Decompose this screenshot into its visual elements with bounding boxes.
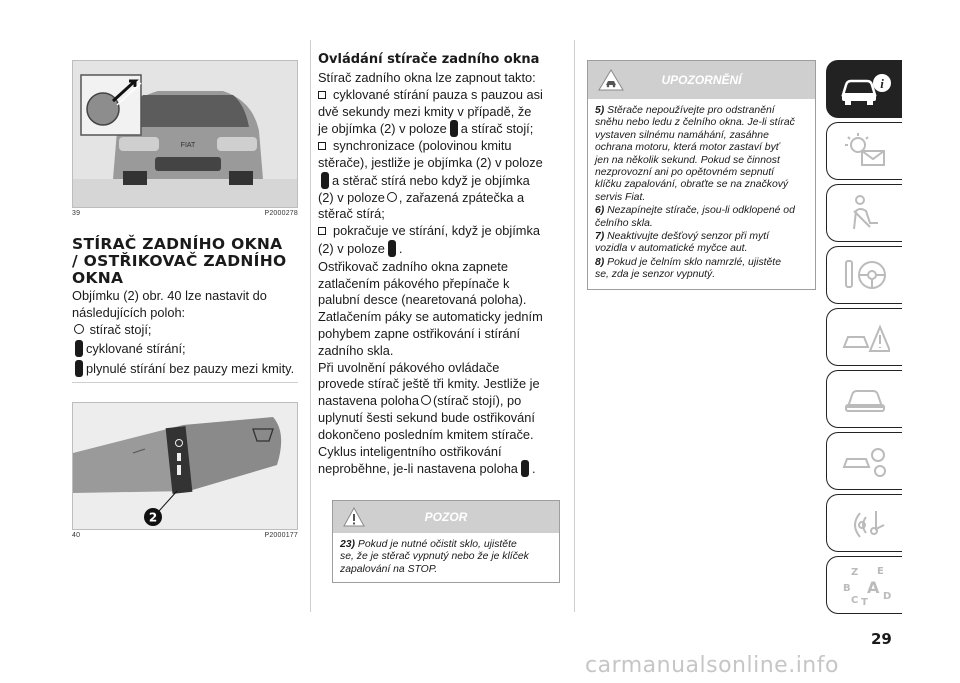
chapter-sidebar: [826, 60, 902, 618]
bullet-square: [318, 91, 326, 99]
starting-driving-icon: [840, 255, 890, 295]
text-line: stěrač stírá;: [318, 206, 385, 222]
notice-box: [587, 60, 816, 290]
car-info-icon: [837, 69, 893, 109]
tab-emergency[interactable]: [826, 308, 902, 366]
caution-line: se, že je stěrač vypnutý nebo že je klíček: [340, 551, 529, 563]
paragraph: [318, 259, 568, 478]
text-line: (2) v poloze .: [318, 240, 403, 256]
text-line: Cyklus inteligentního ostřikování: [318, 443, 502, 459]
subsection-body: [318, 70, 568, 478]
car-front-photo: [72, 60, 298, 208]
bullet-item: pokračuje ve stírání, když je objímka: [318, 223, 568, 240]
column-divider: [574, 40, 575, 612]
tab-starting-driving[interactable]: [826, 246, 902, 304]
wiper-stalk-photo: [72, 402, 298, 530]
text-line: neproběhne, je-li nastavena poloha .: [318, 461, 536, 477]
wiper-off-icon: [74, 324, 84, 334]
index-letter: C: [850, 595, 858, 606]
text-line: následujících poloh:: [72, 304, 186, 320]
tab-maintenance[interactable]: [826, 370, 902, 428]
wiper-continuous-icon: [75, 360, 83, 377]
watermark-text: carmanualsonline.info: [585, 653, 839, 678]
figure-39: [72, 60, 298, 217]
caution-body: [333, 533, 559, 582]
text-line: Ostřikovač zadního okna zapnete: [318, 258, 508, 274]
figure-code: P2000278: [264, 210, 298, 217]
caution-line: zapalování na STOP.: [340, 563, 438, 575]
wiper-off-icon: [387, 192, 397, 202]
wiper-intermittent-icon: [75, 340, 83, 357]
seat-safety-icon: [840, 193, 890, 233]
text-line: uplynutí šesti sekund bude ostřikování: [318, 409, 535, 425]
wiper-continuous-icon: [388, 240, 396, 257]
text-line: nastavena poloha (stírač stojí), po: [318, 393, 522, 409]
notice-item: 6) Nezapínejte stírače, jsou-li odklopené od čelního skla.: [595, 205, 795, 229]
wiper-stalk-illustration: [73, 403, 298, 530]
separator: [72, 382, 298, 383]
figure-caption: [72, 532, 298, 539]
notice-item: 8) Pokud je čelním sklo namrzlé, ujistěte se, zda je senzor vypnutý.: [595, 256, 781, 281]
text-line: Zatlačením páky se automaticky jedním: [318, 309, 543, 325]
index-letter: E: [876, 566, 884, 577]
text-line: (2) v poloze , zařazená zpátečka a: [318, 189, 525, 205]
bullet-square: [318, 142, 326, 150]
section-title-line: OKNA: [72, 269, 124, 287]
notice-item: 5) Stěrače nepoužívejte pro odstranění sněhu nebo ledu z čelního okna. Je-li stírač vystaven silnému namáhání, zasáhne ochrana motoru, která motor zastaví byť jen na několik sekund. Pokud se činnost nezprovozní ani po opětovném sepnutí klíčku zapalování, obraťte se na značkový servis Fiat.: [595, 105, 795, 203]
notice-item: 7) Neaktivujte dešťový senzor při mytí vozidla v automatické myčce aut.: [595, 231, 770, 255]
warning-lights-icon: [840, 131, 890, 171]
page-number: 29: [871, 630, 892, 648]
index-letter: A: [866, 578, 879, 597]
bullet-square: [318, 227, 326, 235]
emergency-icon: [840, 317, 890, 357]
notice-header: [588, 61, 815, 99]
section-title-line: STÍRAČ ZADNÍHO OKNA: [72, 235, 283, 253]
position-item: cyklované stírání;: [72, 340, 312, 358]
caution-line: 23) Pokud je nutné očistit sklo, ujistěte: [340, 539, 517, 550]
svg-text:FIAT: FIAT: [180, 142, 196, 149]
text-line: palubní desce (nearetovaná poloha).: [318, 292, 527, 308]
wiper-intermittent-icon: [321, 172, 329, 189]
bullet-item: cyklované stírání pauza s pauzou asi: [318, 87, 568, 104]
index-letter: T: [860, 597, 868, 607]
caution-header: [333, 501, 559, 533]
index-letter: D: [882, 591, 891, 602]
position-item: plynulé stírání bez pauzy mezi kmity.: [72, 360, 312, 378]
section-intro: [72, 288, 312, 378]
figure-40: [72, 402, 298, 539]
index-icon: [837, 563, 893, 607]
text-line: Stírač zadního okna lze zapnout takto:: [318, 70, 536, 85]
position-item: stírač stojí;: [72, 322, 312, 339]
maintenance-icon: [840, 379, 890, 419]
wiper-continuous-icon: [521, 460, 529, 477]
callout-number: 2: [148, 510, 158, 525]
text-line: zatlačením pákového přepínače k: [318, 275, 510, 291]
section-title: [72, 236, 298, 287]
text-line: zadního skla.: [318, 342, 394, 358]
text-line: provede stírač ještě tři kmity. Jestliže je: [318, 376, 540, 392]
figure-caption: [72, 210, 298, 217]
car-front-illustration: [73, 61, 298, 208]
tab-car-info[interactable]: [826, 60, 902, 118]
tab-seat-safety[interactable]: [826, 184, 902, 242]
figure-number: 39: [72, 210, 81, 217]
text-line: dokončeno posledním kmitem stírače.: [318, 426, 534, 442]
text-line: stěrače), jestliže je objímka (2) v poloze: [318, 154, 543, 170]
bullet-item: synchronizace (polovinou kmitu: [318, 138, 568, 155]
caution-title: POZOR: [424, 510, 468, 524]
tab-warning-lights[interactable]: [826, 122, 902, 180]
tab-index[interactable]: [826, 556, 902, 614]
index-letter: B: [842, 583, 851, 594]
caution-box: [332, 500, 560, 583]
wiper-intermittent-icon: [450, 120, 458, 137]
notice-title: UPOZORNĚNÍ: [661, 73, 742, 87]
tab-multimedia[interactable]: [826, 494, 902, 552]
text-line: dvě sekundy mezi kmity v případě, že: [318, 103, 532, 119]
tab-technical-data[interactable]: [826, 432, 902, 490]
subsection-title: Ovládání stírače zadního okna: [318, 52, 540, 67]
text-line: a stěrač stírá nebo když je objímka: [318, 172, 568, 190]
text-line: Objímku (2) obr. 40 lze nastavit do: [72, 288, 267, 303]
svg-text:i: i: [879, 76, 884, 91]
wiper-off-icon: [421, 395, 431, 405]
index-letter: Z: [850, 567, 858, 578]
technical-data-icon: [840, 441, 890, 481]
text-line: pohybem zapne ostřikování i stírání: [318, 325, 521, 341]
text-line: Při uvolnění pákového ovládače: [318, 359, 500, 375]
section-title-line: / OSTŘIKOVAČ ZADNÍHO: [72, 252, 287, 270]
multimedia-icon: [840, 503, 890, 543]
notice-body: [588, 99, 815, 289]
text-line: je objímka (2) v poloze a stírač stojí;: [318, 121, 534, 137]
figure-code: P2000177: [264, 532, 298, 539]
figure-number: 40: [72, 532, 81, 539]
